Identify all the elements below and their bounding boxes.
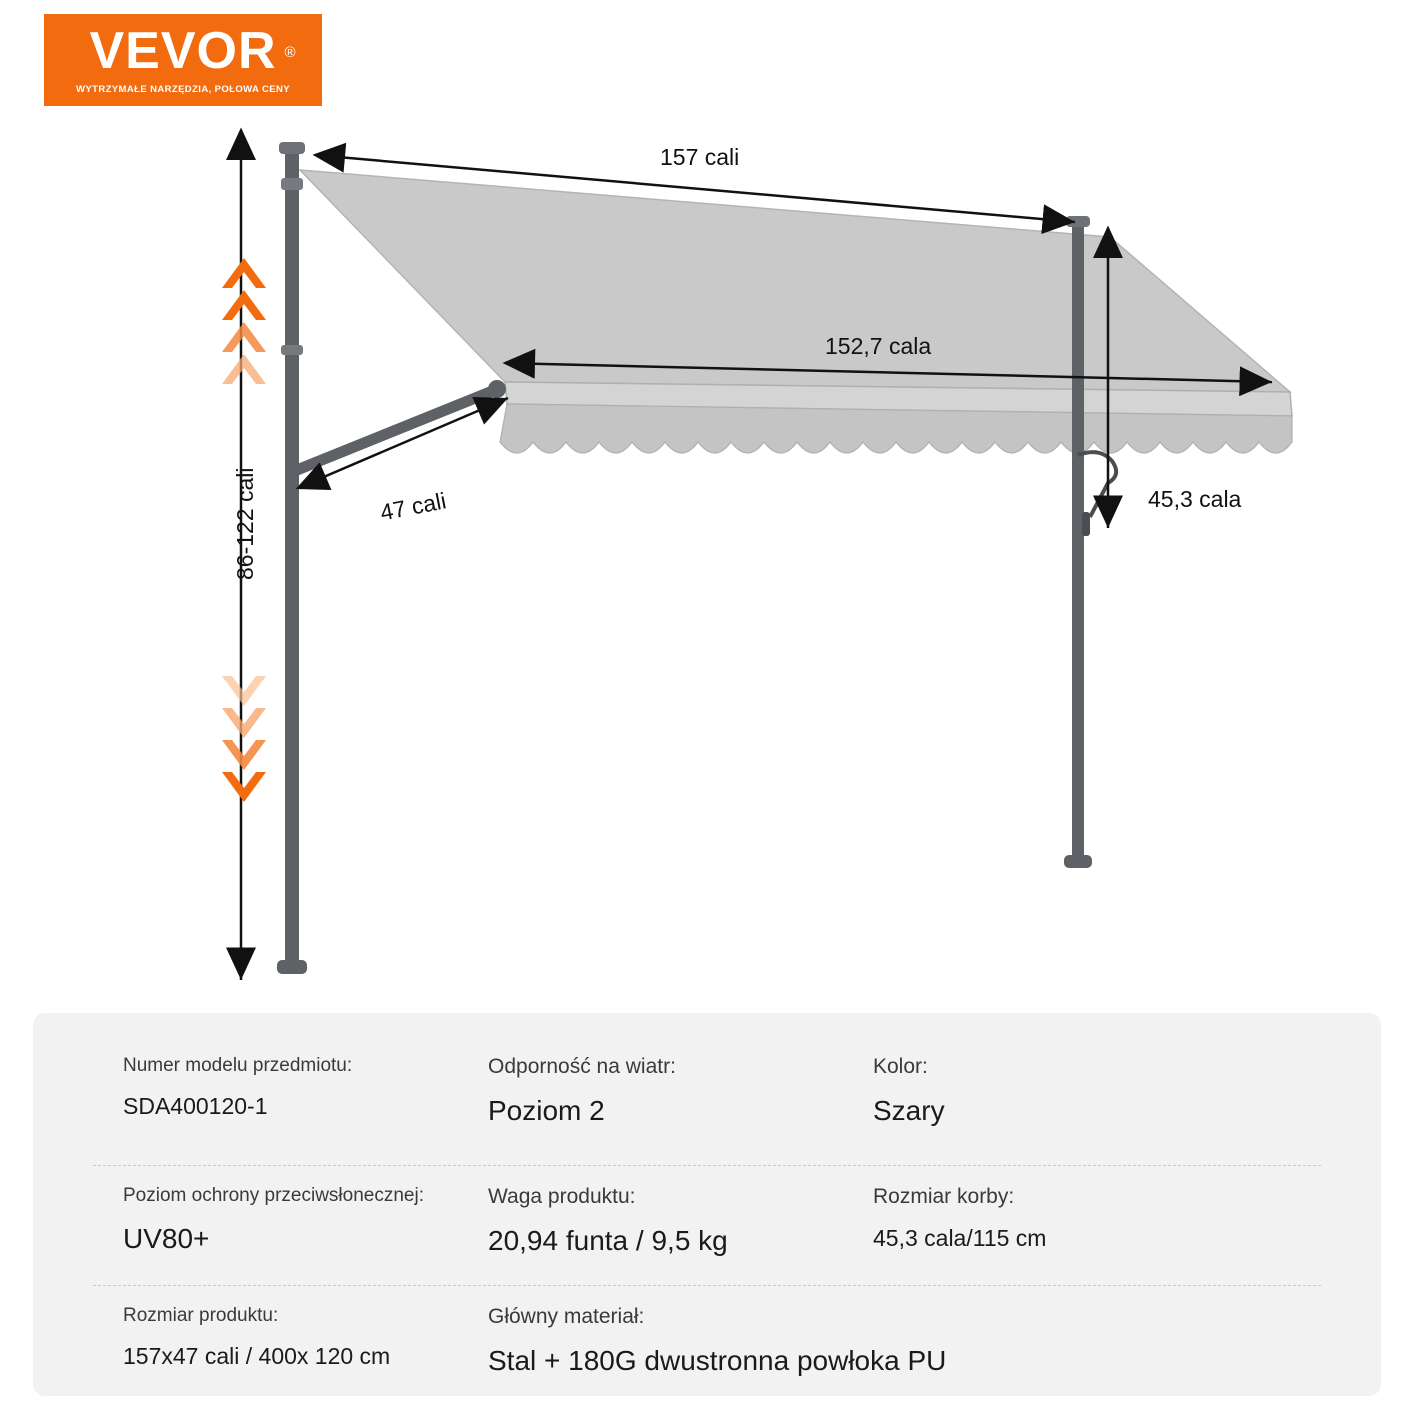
spec-value: Stal + 180G dwustronna powłoka PU — [488, 1345, 947, 1376]
spec-cell-crank-size — [873, 1185, 1273, 1257]
chevron-up-group-icon — [222, 258, 266, 384]
crank-grip — [1082, 512, 1090, 536]
label-front-width: 152,7 cala — [825, 333, 932, 359]
spec-value: Szary — [873, 1095, 945, 1126]
label-top-width: 157 cali — [660, 144, 740, 170]
right-pole — [1072, 222, 1084, 862]
registered-trademark-icon: ® — [284, 44, 297, 61]
spec-divider-1 — [93, 1165, 1321, 1166]
dimension-line-projection — [298, 398, 508, 488]
spec-cell-product-size — [33, 1305, 488, 1377]
spec-value: 45,3 cala/115 cm — [873, 1225, 1047, 1251]
spec-value: SDA400120-1 — [123, 1093, 268, 1119]
spec-key: Odporność na wiatr: — [488, 1055, 676, 1078]
spec-value: UV80+ — [123, 1223, 210, 1254]
spec-key: Numer modelu przedmiotu: — [123, 1055, 353, 1076]
spec-key: Rozmiar korby: — [873, 1185, 1015, 1208]
label-projection: 47 cali — [378, 487, 449, 526]
left-pole-adjuster — [281, 345, 303, 355]
spec-key: Poziom ochrony przeciwsłonecznej: — [123, 1185, 424, 1206]
spec-cell-uv-protection — [33, 1185, 488, 1257]
specifications-panel — [33, 1013, 1381, 1396]
spec-divider-2 — [93, 1285, 1321, 1286]
left-pole-bracket — [281, 178, 303, 190]
spec-cell-model — [33, 1055, 488, 1127]
spec-key: Kolor: — [873, 1055, 928, 1078]
chevron-down-group-icon — [222, 672, 266, 802]
spec-cell-color — [873, 1055, 1273, 1127]
left-pole — [285, 150, 299, 970]
spec-key: Główny materiał: — [488, 1305, 645, 1328]
spec-value: 20,94 funta / 9,5 kg — [488, 1225, 728, 1256]
logo-brand-text: VEVOR — [89, 22, 277, 80]
spec-cell-wind-resistance — [488, 1055, 873, 1127]
logo-tagline: WYTRZYMAŁE NARZĘDZIA, POŁOWA CENY — [76, 84, 290, 95]
spec-value: 157x47 cali / 400x 120 cm — [123, 1343, 391, 1369]
spec-cell-material — [488, 1305, 1288, 1377]
left-pole-top-cap — [279, 142, 305, 154]
spec-key: Rozmiar produktu: — [123, 1305, 279, 1326]
spec-row — [33, 1185, 1381, 1257]
right-pole-foot — [1064, 855, 1092, 868]
spec-key: Waga produktu: — [488, 1185, 636, 1208]
label-crank: 45,3 cala — [1148, 486, 1242, 512]
spec-value: Poziom 2 — [488, 1095, 605, 1126]
spec-cell-weight — [488, 1185, 873, 1257]
left-pole-foot — [277, 960, 307, 974]
spec-row — [33, 1305, 1381, 1377]
spec-row — [33, 1055, 1381, 1127]
left-arm-joint — [488, 380, 506, 398]
canopy-fabric — [300, 170, 1290, 392]
label-height-range: 86-122 cali — [232, 467, 258, 580]
left-support-arm — [297, 388, 500, 470]
